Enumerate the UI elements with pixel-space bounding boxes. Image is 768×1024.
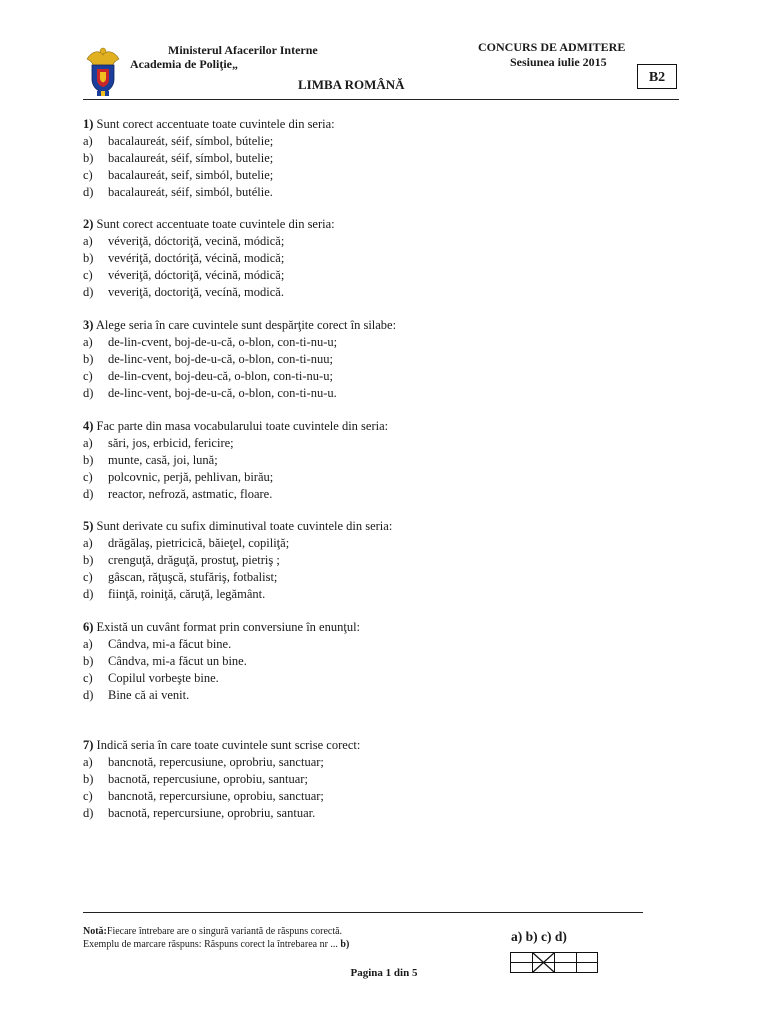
question-number: 1) <box>83 117 94 131</box>
note-line-2: Exemplu de marcare răspuns: Răspuns corect la întrebarea nr ... <box>83 939 341 950</box>
session-label: Sesiunea iulie 2015 <box>510 55 607 69</box>
option-d[interactable]: d) fiinţă, roiniţă, căruţă, legământ. <box>83 587 266 601</box>
question-text: Sunt corect accentuate toate cuvintele din seria: <box>96 117 335 131</box>
variant-badge: B2 <box>637 64 677 89</box>
question-number: 4) <box>83 419 94 433</box>
option-b[interactable]: b) vevériţă, doctóriţă, vécină, modică; <box>83 251 285 265</box>
option-d[interactable]: d) de-linc-vent, boj-de-u-că, o-blon, con-ti-nu-u. <box>83 386 337 400</box>
academy-name: Academia de Poliţie„ <box>130 57 238 71</box>
option-a[interactable]: a) bancnotă, repercusiune, oprobriu, sanctuar; <box>83 755 324 769</box>
page-number: Pagina 1 din 5 <box>350 967 418 979</box>
question-4 <box>83 418 388 503</box>
option-b[interactable]: b) munte, casă, joi, lună; <box>83 453 218 467</box>
option-a[interactable]: a) bacalaureát, séif, símbol, bútelie; <box>83 134 274 148</box>
option-b[interactable]: b) bacalaureát, séif, símbol, butelie; <box>83 151 274 165</box>
option-c[interactable]: c) de-lin-cvent, boj-deu-că, o-blon, con-ti-nu-u; <box>83 369 333 383</box>
option-b[interactable]: b) de-linc-vent, boj-de-u-că, o-blon, con-ti-nuu; <box>83 352 333 366</box>
question-3 <box>83 317 396 402</box>
option-b[interactable]: b) crenguţă, drăguţă, prostuţ, pietriş ; <box>83 553 280 567</box>
question-number: 7) <box>83 738 94 752</box>
option-d[interactable]: d) bacalaureát, séif, simból, butélie. <box>83 185 273 199</box>
option-c[interactable]: c) bancnotă, repercursiune, oprobiu, sanctuar; <box>83 789 324 803</box>
note-label: Notă: <box>83 926 107 937</box>
option-d[interactable]: d) bacnotă, repercursiune, oprobriu, santuar. <box>83 806 316 820</box>
option-c[interactable]: c) gâscan, răţuşcă, stufăriş, fotbalist; <box>83 570 278 584</box>
option-c[interactable]: c) polcovnic, perjă, pehlivan, birău; <box>83 470 274 484</box>
question-text: Sunt corect accentuate toate cuvintele din seria: <box>96 217 335 231</box>
option-d[interactable]: d) reactor, nefroză, astmatic, floare. <box>83 487 273 501</box>
question-text: Fac parte din masa vocabularului toate cuvintele din seria: <box>96 419 389 433</box>
question-number: 3) <box>83 318 94 332</box>
ministry-name: Ministerul Afacerilor Interne <box>168 43 318 57</box>
question-2 <box>83 216 335 301</box>
question-number: 2) <box>83 217 94 231</box>
question-number: 5) <box>83 519 94 533</box>
option-c[interactable]: c) véveriţă, dóctoriţă, vécină, módică; <box>83 268 285 282</box>
question-text: Alege seria în care cuvintele sunt despărţite corect în silabe: <box>95 318 397 332</box>
coat-of-arms-icon <box>83 41 123 97</box>
footer-divider <box>83 912 643 913</box>
option-d[interactable]: d) Bine că ai venit. <box>83 688 190 702</box>
question-text: Indică seria în care toate cuvintele sunt scrise corect: <box>96 738 361 752</box>
note-answer: b) <box>340 939 350 950</box>
answer-example-letters: a) b) c) d) <box>511 929 567 944</box>
note-line-1: Fiecare întrebare are o singură variantă de răspuns corectă. <box>106 926 343 937</box>
question-6 <box>83 619 360 704</box>
option-a[interactable]: a) de-lin-cvent, boj-de-u-că, o-blon, con-ti-nu-u; <box>83 335 338 349</box>
option-c[interactable]: c) Copilul vorbeşte bine. <box>83 671 219 685</box>
option-d[interactable]: d) veveriţă, doctoriţă, vecínă, modică. <box>83 285 284 299</box>
question-5 <box>83 518 392 603</box>
contest-title: CONCURS DE ADMITERE <box>478 40 626 54</box>
question-number: 6) <box>83 620 94 634</box>
subject-title: LIMBA ROMÂNĂ <box>298 77 405 92</box>
option-c[interactable]: c) bacalaureát, seif, simból, butelie; <box>83 168 274 182</box>
option-b[interactable]: b) Cândva, mi-a făcut un bine. <box>83 654 247 668</box>
option-b[interactable]: b) bacnotă, repercusiune, oprobiu, santuar; <box>83 772 308 786</box>
option-a[interactable]: a) sări, jos, erbicid, fericire; <box>83 436 234 450</box>
option-a[interactable]: a) Cândva, mi-a făcut bine. <box>83 637 232 651</box>
option-a[interactable]: a) drăgălaş, pietricică, băieţel, copiliţă; <box>83 536 290 550</box>
option-a[interactable]: a) véveriţă, dóctoriţă, vecină, módică; <box>83 234 285 248</box>
question-text: Sunt derivate cu sufix diminutival toate cuvintele din seria: <box>96 519 393 533</box>
question-1 <box>83 116 335 201</box>
question-7 <box>83 737 360 822</box>
question-text: Există un cuvânt format prin conversiune în enunţul: <box>96 620 361 634</box>
note-block <box>83 925 349 951</box>
header-divider <box>83 99 679 100</box>
